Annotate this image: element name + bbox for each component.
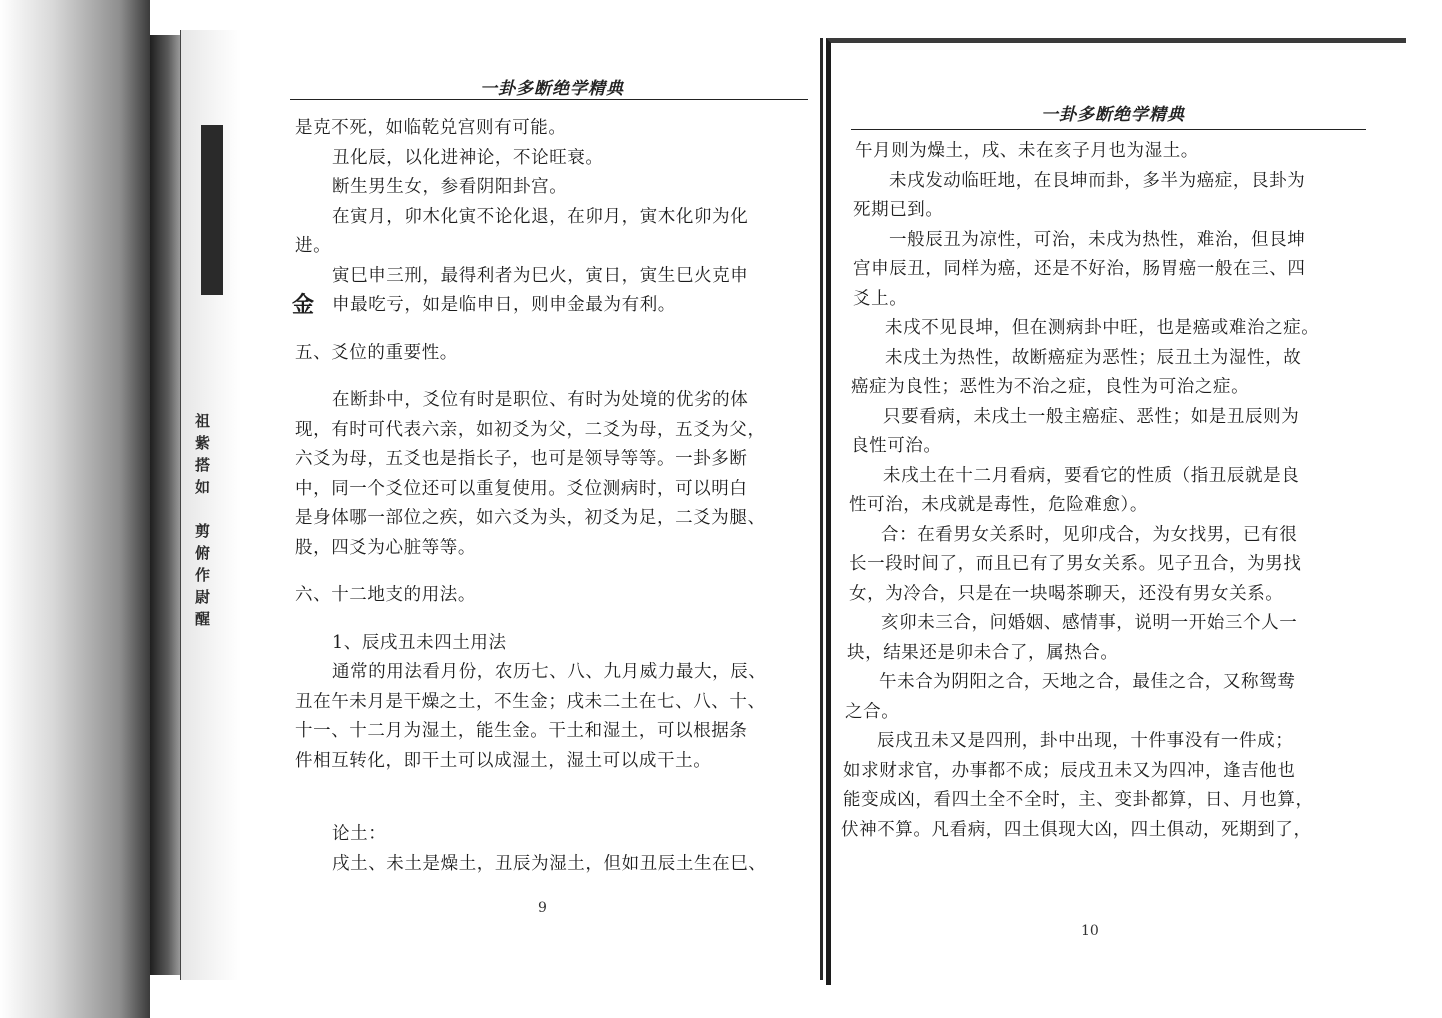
text-line: 癌症为良性；恶性为不治之症，良性为可治之症。	[851, 377, 1250, 397]
text-span: 申最吃亏，如是临申日，则申金最为有利。	[332, 295, 676, 315]
page-number: 9	[538, 900, 547, 916]
text-line: 是身体哪一部位之疾，如六爻为头，初爻为足，二爻为腿、	[295, 508, 766, 528]
text-line: 中，同一个爻位还可以重复使用。爻位测病时，可以明白	[295, 478, 748, 499]
text-line: 现，有时可代表六亲，如初爻为父，二爻为母，五爻为父，	[295, 419, 766, 440]
text-line: 之合。	[845, 701, 900, 722]
text-line: 断生男生女，参看阴阳卦宫。	[332, 177, 568, 197]
text-line: 块，结果还是卯未合了，属热合。	[847, 642, 1119, 663]
text-line: 十一、十二月为湿土，能生金。干土和湿土，可以根据条	[295, 721, 748, 741]
text-line	[292, 291, 810, 321]
text-line: 女，为冷合，只是在一块喝茶聊天，还没有男女关系。	[849, 583, 1284, 604]
text-line: 只要看病，未戌土一般主癌症、恶性；如是丑辰则为	[883, 406, 1300, 427]
subsection-heading: 论土：	[332, 824, 387, 844]
text-line: 良性可治。	[851, 436, 942, 456]
text-line: 股，四爻为心脏等等。	[295, 537, 476, 558]
text-line: 能变成凶，看四土全不全时，主、变卦都算，日、月也算，	[843, 790, 1314, 810]
text-line: 未戌土为热性，故断癌症为恶性；辰丑土为湿性，故	[885, 347, 1302, 368]
scan-shadow	[0, 0, 150, 1018]
text-line: 未戌不见艮坤，但在测病卦中旺，也是癌或难治之症。	[885, 318, 1320, 338]
margin-annotation: 金	[292, 292, 315, 318]
text-line: 未戌土在十二月看病，要看它的性质（指丑辰就是良	[883, 465, 1300, 486]
text-line: 长一段时间了，而且已有了男女关系。见子丑合，为男找	[849, 554, 1302, 574]
text-line: 丑化辰，以化进神论，不论旺衰。	[332, 147, 604, 168]
book-binding	[150, 35, 180, 975]
page-body	[292, 114, 810, 879]
page-tab-marker	[201, 125, 223, 295]
text-line: 戌土、未土是燥土，丑辰为湿土，但如丑辰土生在巳、	[332, 853, 767, 874]
text-line: 丑在午未月是干燥之土，不生金；戌未二土在七、八、十、	[295, 691, 766, 712]
text-line: 午月则为燥土，戌、未在亥子月也为湿土。	[855, 141, 1199, 161]
text-line: 如求财求官，办事都不成；辰戌丑未又为四冲，逢吉他也	[843, 760, 1296, 781]
text-line: 六爻为母，五爻也是指长子，也可是领导等等。一卦多断	[295, 449, 748, 469]
previous-page-edge	[180, 30, 241, 980]
text-line: 在断卦中，爻位有时是职位、有时为处境的优劣的体	[332, 390, 749, 410]
text-line: 性可治，未戌就是毒性，危险难愈）。	[849, 495, 1148, 515]
text-line: 亥卯未三合，问婚姻、感情事，说明一开始三个人一	[881, 613, 1298, 633]
right-page	[826, 38, 1406, 985]
subsection-heading: 1、辰戌丑未四土用法	[332, 632, 507, 653]
page-number: 10	[1081, 923, 1099, 939]
left-page	[240, 38, 823, 980]
text-line: 进。	[295, 236, 332, 256]
text-line: 是克不死，如临乾兑宫则有可能。	[295, 118, 567, 138]
text-line: 合：在看男女关系时，见卯戌合，为女找男，已有很	[881, 524, 1298, 545]
text-line: 一般辰丑为凉性，可治，未戌为热性，难治，但艮坤	[889, 229, 1306, 250]
header-rule	[290, 99, 808, 100]
section-heading: 五、爻位的重要性。	[295, 342, 458, 363]
section-heading: 六、十二地支的用法。	[295, 585, 476, 605]
previous-page-text: 祖 紫 搭 如 剪 俯 作 尉 醒	[195, 412, 211, 628]
running-header: 一卦多断绝学精典	[1041, 105, 1185, 125]
text-line: 伏神不算。凡看病，四土俱现大凶，四土俱动，死期到了，	[841, 819, 1312, 840]
running-header: 一卦多断绝学精典	[480, 79, 624, 99]
text-line: 未戌发动临旺地，在艮坤而卦，多半为癌症，艮卦为	[889, 170, 1306, 191]
text-line: 件相互转化，即干土可以成湿土，湿土可以成干土。	[295, 750, 712, 771]
text-line: 爻上。	[853, 288, 908, 309]
page-body	[841, 137, 1361, 845]
text-line: 午未合为阴阳之合，天地之合，最佳之合，又称鸳鸯	[879, 672, 1296, 692]
text-line: 辰戌丑未又是四刑，卦中出现，十件事没有一件成；	[877, 731, 1294, 751]
text-line: 在寅月，卯木化寅不论化退，在卯月，寅木化卯为化	[332, 206, 749, 227]
header-rule	[851, 129, 1366, 130]
text-line: 通常的用法看月份，农历七、八、九月威力最大，辰、	[332, 662, 767, 682]
text-line: 死期已到。	[853, 200, 944, 220]
text-line: 寅巳申三刑，最得利者为巳火，寅日，寅生巳火克申	[332, 265, 749, 286]
text-line: 宫申辰丑，同样为癌，还是不好治，肠胃癌一般在三、四	[853, 259, 1306, 279]
